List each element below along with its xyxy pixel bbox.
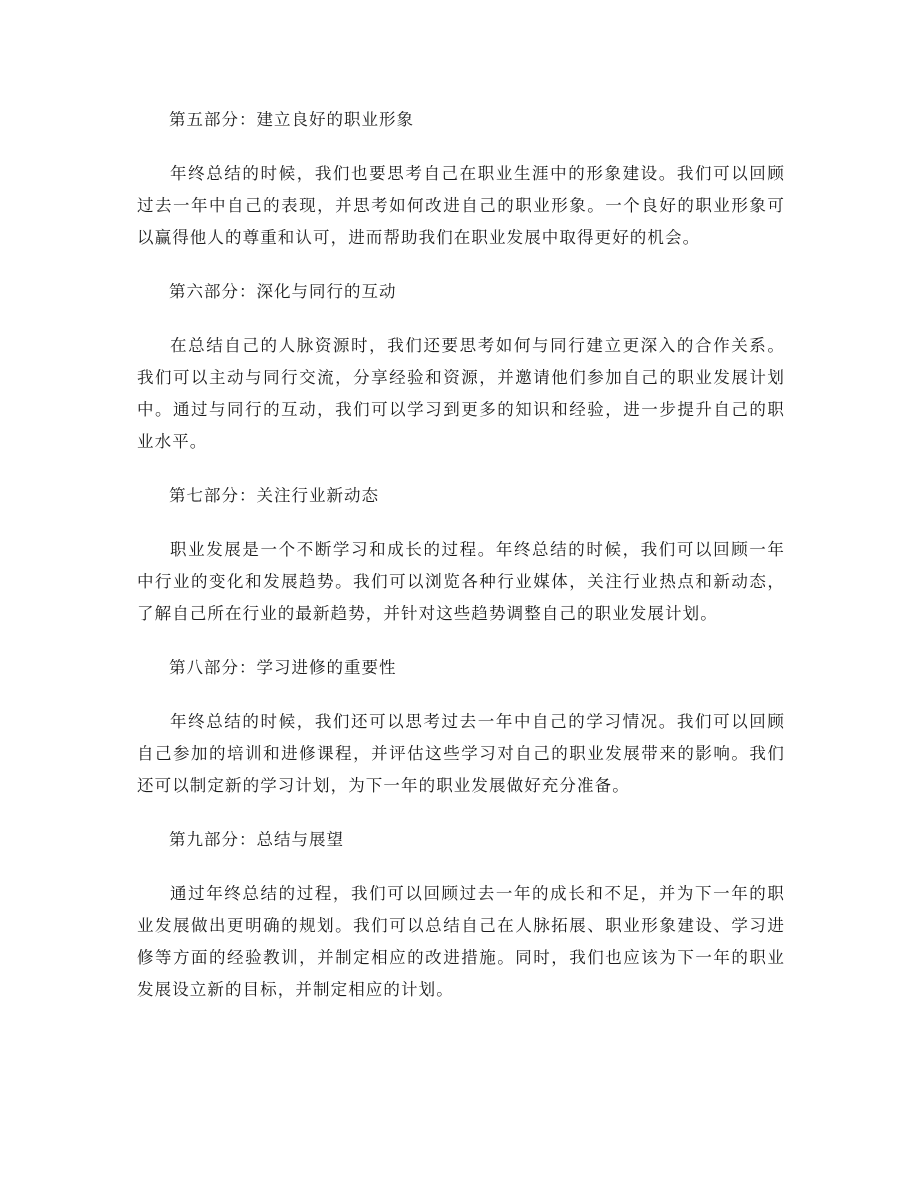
- section-heading-9: 第九部分：总结与展望: [169, 830, 344, 849]
- section-heading-6: 第六部分：深化与同行的互动: [169, 282, 397, 301]
- section-heading-8: 第八部分：学习进修的重要性: [169, 658, 397, 677]
- section-body-5: 年终总结的时候，我们也要思考自己在职业生涯中的形象建设。我们可以回顾过去一年中自己的表现，并思考如何改进自己的职业形象。一个良好的职业形象可以赢得他人的尊重和认可，进而帮助我们在职业发展中取得更好的机会。: [137, 164, 785, 247]
- section-body-7: 职业发展是一个不断学习和成长的过程。年终总结的时候，我们可以回顾一年中行业的变化和发展趋势。我们可以浏览各种行业媒体，关注行业热点和新动态，了解自己所在行业的最新趋势，并针对这些趋势调整自己的职业发展计划。: [137, 540, 785, 623]
- document-content: [137, 104, 785, 1006]
- section-body-6: 在总结自己的人脉资源时，我们还要思考如何与同行建立更深入的合作关系。我们可以主动与同行交流，分享经验和资源，并邀请他们参加自己的职业发展计划中。通过与同行的互动，我们可以学习到更多的知识和经验，进一步提升自己的职业水平。: [137, 336, 785, 451]
- section-body-9: 通过年终总结的过程，我们可以回顾过去一年的成长和不足，并为下一年的职业发展做出更明确的规划。我们可以总结自己在人脉拓展、职业形象建设、学习进修等方面的经验教训，并制定相应的改进措施。同时，我们也应该为下一年的职业发展设立新的目标，并制定相应的计划。: [137, 884, 785, 999]
- section-heading-7: 第七部分：关注行业新动态: [169, 486, 379, 505]
- section-body-8: 年终总结的时候，我们还可以思考过去一年中自己的学习情况。我们可以回顾自己参加的培训和进修课程，并评估这些学习对自己的职业发展带来的影响。我们还可以制定新的学习计划，为下一年的职业发展做好充分准备。: [137, 712, 785, 795]
- section-heading-5: 第五部分：建立良好的职业形象: [169, 110, 414, 129]
